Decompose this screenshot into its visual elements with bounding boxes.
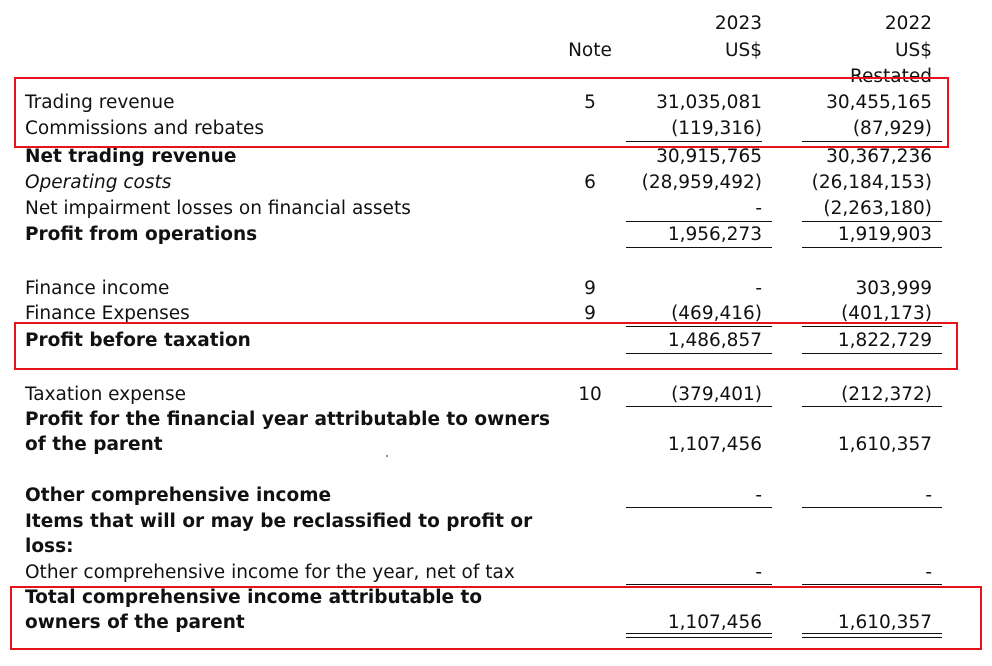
currency-2022-header: US$ [894,40,932,61]
row-label: Finance Expenses [25,303,190,324]
value-2022: 30,455,165 [826,92,932,113]
table-row [0,407,992,433]
value-2023: (379,401) [671,384,762,405]
row-label: Other comprehensive income for the year, net of tax [25,562,515,583]
table-row [0,222,992,248]
value-2023: 1,486,857 [667,330,762,351]
row-note: 9 [584,303,596,324]
highlight-box-revenue [14,77,949,148]
row-label: Trading revenue [25,92,175,113]
value-2022: 1,919,903 [837,224,932,245]
value-2022: (26,184,153) [811,172,932,193]
underline [626,247,772,248]
row-label: Finance income [25,278,170,299]
underline [802,507,942,508]
row-note: 6 [584,172,596,193]
year-2023-header: 2023 [714,13,762,34]
value-2022: 1,610,357 [837,434,932,455]
value-2023: 1,107,456 [667,612,762,633]
value-2022: (87,929) [852,118,932,139]
row-label: Profit before taxation [25,330,251,351]
row-label: Total comprehensive income attributable to [25,587,483,608]
value-2022: (212,372) [841,384,932,405]
restated-label: Restated [849,66,932,87]
table-row [0,509,992,535]
underline [802,247,942,248]
row-label-continued: owners of the parent [25,612,245,633]
value-2023: - [755,198,762,219]
value-2022: - [925,485,932,506]
row-label: Profit from operations [25,224,258,245]
value-2023: 31,035,081 [656,92,762,113]
row-label-continued: loss: [25,536,74,557]
row-note: 9 [584,278,596,299]
row-note: 5 [584,92,596,113]
table-row [0,483,992,509]
row-label: Profit for the financial year attributable to owners [25,409,551,430]
table-row [0,560,992,586]
year-2022-header: 2022 [884,13,932,34]
stray-mark [386,455,388,457]
value-2022: 1,822,729 [837,330,932,351]
value-2023: - [755,278,762,299]
value-2023: 30,915,765 [656,146,762,167]
table-row [0,170,992,196]
currency-2023-header: US$ [724,40,762,61]
table-row [0,196,992,222]
highlight-box-profit-before-tax [14,322,958,370]
value-2023: 1,956,273 [667,224,762,245]
row-label: Net impairment losses on financial assets [25,198,411,219]
row-label: Items that will or may be reclassified to profit or [25,511,533,532]
row-label: Net trading revenue [25,146,237,167]
value-2023: - [755,562,762,583]
row-note: 10 [578,384,602,405]
value-2023: (469,416) [671,303,762,324]
note-header: Note [568,40,612,61]
value-2023: (119,316) [671,118,762,139]
value-2023: (28,959,492) [641,172,762,193]
value-2022: 303,999 [855,278,932,299]
value-2022: 30,367,236 [826,146,932,167]
table-row [0,432,992,458]
value-2022: (401,173) [841,303,932,324]
row-label: Commissions and rebates [25,118,265,139]
value-2023: - [755,485,762,506]
value-2022: (2,263,180) [823,198,932,219]
table-row [0,534,992,560]
row-label: Taxation expense [25,384,187,405]
value-2022: 1,610,357 [837,612,932,633]
row-label: Other comprehensive income [25,485,332,506]
highlight-box-total-comprehensive-income [10,586,982,650]
value-2022: - [925,562,932,583]
table-row [0,276,992,302]
underline [626,507,772,508]
row-label-continued: of the parent [25,434,163,455]
row-label: Operating costs [25,172,172,193]
table-row [0,382,992,408]
value-2023: 1,107,456 [667,434,762,455]
